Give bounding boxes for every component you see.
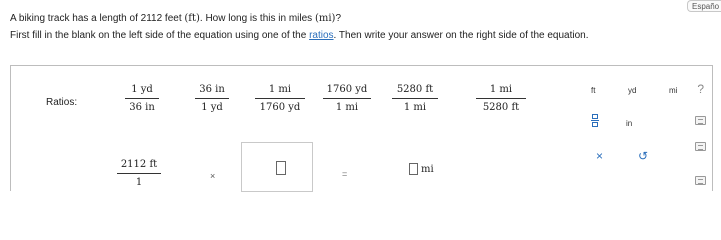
ratio-in-per-yd[interactable] [195, 84, 229, 113]
answer-unit: mi [421, 164, 434, 175]
calculator-icon[interactable] [695, 176, 706, 185]
mi-paren: (mi) [314, 13, 336, 24]
ratios-label: Ratios: [46, 97, 78, 108]
help-icon[interactable]: ? [697, 82, 704, 96]
blank-cursor-box[interactable] [276, 161, 286, 175]
ratio-denominator: 5280 ft [482, 102, 520, 113]
unit-button-in[interactable]: in [626, 119, 633, 128]
instructions-post: . Then write your answer on the right side of the equation. [333, 30, 589, 41]
ratio-yd-per-mi[interactable] [323, 84, 371, 113]
ratio-numerator: 36 in [199, 84, 225, 95]
unit-button-mi[interactable]: mi [669, 86, 678, 95]
clear-button[interactable]: × [596, 149, 604, 163]
answer-panel [10, 65, 713, 191]
ratio-denominator: 1760 yd [259, 102, 301, 113]
fraction-template-icon[interactable] [591, 114, 599, 127]
equals-symbol: = [342, 169, 348, 179]
ratio-denominator: 36 in [129, 102, 155, 113]
ratio-denominator: 1 yd [201, 102, 223, 113]
question-mid: . How long is this in miles [199, 13, 315, 24]
ratio-ft-per-mi[interactable] [392, 84, 438, 113]
question-post: ? [335, 13, 341, 24]
ratio-numerator: 5280 ft [396, 84, 434, 95]
ratios-link[interactable]: ratios [309, 30, 334, 41]
ft-paren: (ft) [184, 13, 200, 24]
unit-button-ft[interactable]: ft [591, 86, 596, 95]
ratio-denominator: 1 mi [335, 102, 359, 113]
ratio-mi-per-ft[interactable] [476, 84, 526, 113]
times-symbol: × [210, 171, 216, 181]
play-icon[interactable] [695, 142, 706, 151]
given-numerator: 2112 ft [120, 159, 158, 170]
ratio-yd-per-in[interactable] [125, 84, 159, 113]
given-denominator: 1 [135, 177, 143, 188]
undo-button[interactable]: ↺ [638, 149, 649, 163]
keypad-icon[interactable] [695, 116, 706, 125]
ratio-numerator: 1760 yd [326, 84, 368, 95]
language-toggle[interactable]: Españo [687, 0, 721, 12]
instructions [10, 30, 650, 42]
answer-input[interactable] [409, 163, 418, 175]
question-text [10, 13, 341, 25]
ratio-denominator: 1 mi [403, 102, 427, 113]
unit-button-yd[interactable]: yd [628, 86, 637, 95]
ratio-numerator: 1 mi [268, 84, 292, 95]
instructions-pre: First fill in the blank on the left side of the equation using one of the [10, 30, 310, 41]
ratio-numerator: 1 mi [489, 84, 513, 95]
question-pre: A biking track has a length of 2112 feet [10, 13, 185, 24]
given-quantity-fraction [117, 159, 161, 188]
ratio-numerator: 1 yd [131, 84, 153, 95]
ratio-mi-per-yd[interactable] [255, 84, 305, 113]
